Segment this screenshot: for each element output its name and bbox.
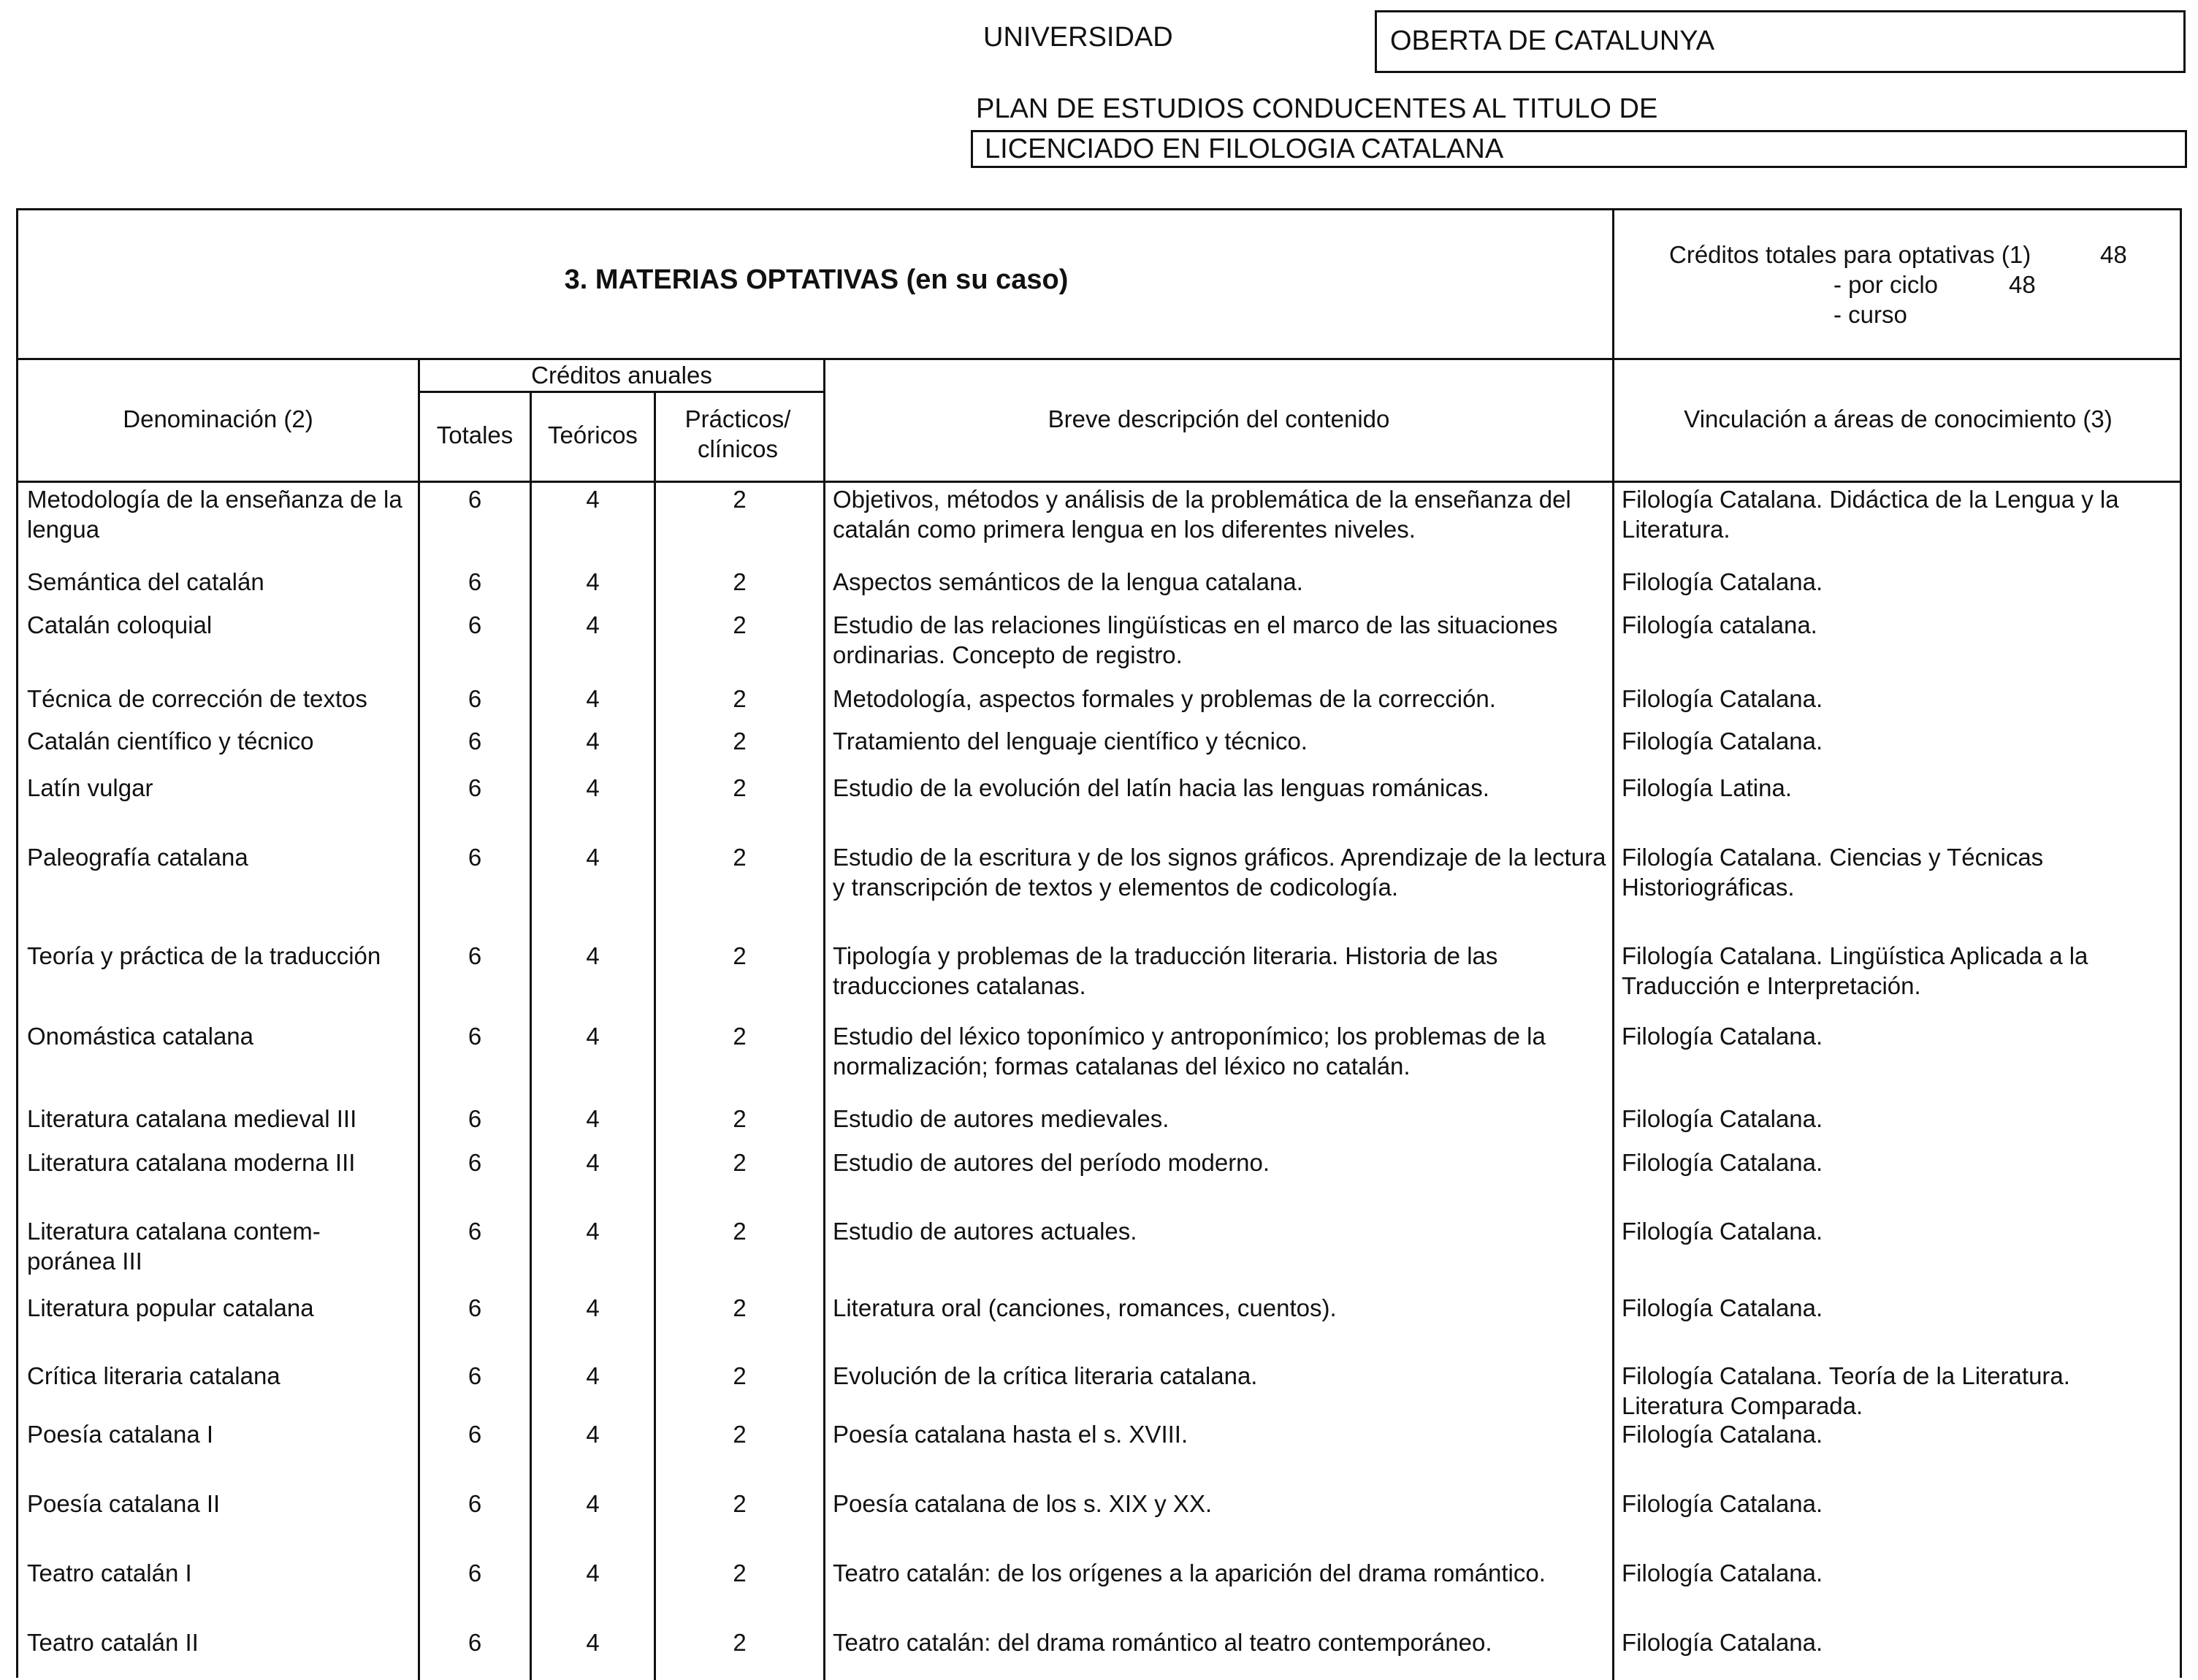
row-area: Filología Catalana. xyxy=(1622,1490,1823,1517)
col-descripcion: Breve descripción del contenido xyxy=(1048,405,1390,432)
row-area: Filología Catalana. xyxy=(1622,1105,1823,1132)
row-practicos: 2 xyxy=(733,1559,747,1587)
row-denominacion: Semántica del catalán xyxy=(27,568,264,595)
row-practicos: 2 xyxy=(733,1218,747,1245)
row-area: Filología Catalana. xyxy=(1622,1294,1823,1321)
row-denominacion: Catalán coloquial xyxy=(27,611,213,638)
row-practicos: 2 xyxy=(733,1490,747,1517)
row-teoricos: 4 xyxy=(586,1490,600,1517)
row-descripcion: Literatura oral (canciones, romances, cuentos). xyxy=(833,1294,1337,1321)
divider xyxy=(18,358,2182,360)
row-area: Filología Catalana. xyxy=(1622,1629,1823,1656)
row-teoricos: 4 xyxy=(586,1149,600,1176)
row-practicos: 2 xyxy=(733,568,747,595)
row-area: Filología Catalana. Teoría de la Literatura. Literatura Comparada. xyxy=(1622,1362,2070,1419)
row-teoricos: 4 xyxy=(586,1362,600,1389)
row-descripcion: Tratamiento del lenguaje científico y técnico. xyxy=(833,728,1308,755)
row-area: Filología Catalana. Didáctica de la Lengua y la Literatura. xyxy=(1622,486,2119,543)
row-totales: 6 xyxy=(468,685,482,712)
row-descripcion: Estudio del léxico toponímico y antroponímico; los problemas de la normalización; formas catalanas del léxico no catalán. xyxy=(833,1023,1546,1080)
row-practicos: 2 xyxy=(733,942,747,969)
row-practicos: 2 xyxy=(733,486,747,513)
row-area: Filología Catalana. Ciencias y Técnicas Historiográficas. xyxy=(1622,844,2044,901)
row-denominacion: Metodología de la enseñanza de la lengua xyxy=(27,486,402,543)
row-area: Filología Latina. xyxy=(1622,774,1792,801)
row-descripcion: Estudio de la escritura y de los signos gráficos. Aprendizaje de la lectura y transcripción de textos y elementos de codicología. xyxy=(833,844,1606,901)
row-descripcion: Teatro catalán: del drama romántico al teatro contemporáneo. xyxy=(833,1629,1492,1656)
row-denominacion: Teatro catalán II xyxy=(27,1629,199,1656)
row-practicos: 2 xyxy=(733,1294,747,1321)
row-denominacion: Teatro catalán I xyxy=(27,1559,192,1587)
row-totales: 6 xyxy=(468,774,482,801)
row-teoricos: 4 xyxy=(586,1218,600,1245)
row-denominacion: Catalán científico y técnico xyxy=(27,728,314,755)
row-totales: 6 xyxy=(468,844,482,871)
row-practicos: 2 xyxy=(733,1629,747,1656)
divider xyxy=(1612,358,1614,1680)
row-practicos: 2 xyxy=(733,1023,747,1050)
row-descripcion: Estudio de autores del período moderno. xyxy=(833,1149,1270,1176)
row-area: Filología Catalana. xyxy=(1622,728,1823,755)
row-area: Filología Catalana. xyxy=(1622,1218,1823,1245)
totals-label: Créditos totales para optativas (1) xyxy=(1669,241,2031,268)
divider xyxy=(18,481,2182,483)
row-totales: 6 xyxy=(468,486,482,513)
row-teoricos: 4 xyxy=(586,1023,600,1050)
row-teoricos: 4 xyxy=(586,1294,600,1321)
row-denominacion: Poesía catalana II xyxy=(27,1490,221,1517)
optional-subjects-table xyxy=(16,208,2182,1678)
credits-totals xyxy=(1614,240,2184,329)
row-teoricos: 4 xyxy=(586,1105,600,1132)
row-totales: 6 xyxy=(468,1629,482,1656)
col-teoricos: Teóricos xyxy=(548,421,638,448)
row-practicos: 2 xyxy=(733,685,747,712)
row-totales: 6 xyxy=(468,1490,482,1517)
row-denominacion: Teoría y práctica de la traducción xyxy=(27,942,381,969)
row-descripcion: Tipología y problemas de la traducción literaria. Historia de las traducciones catalanas. xyxy=(833,942,1498,999)
per-course-label: - curso xyxy=(1833,301,1907,328)
row-practicos: 2 xyxy=(733,774,747,801)
row-area: Filología Catalana. Lingüística Aplicada a la Traducción e Interpretación. xyxy=(1622,942,2088,999)
divider xyxy=(418,358,420,1680)
per-cycle-label: - por ciclo xyxy=(1833,271,1939,298)
row-denominacion: Onomástica catalana xyxy=(27,1023,254,1050)
row-denominacion: Literatura catalana moderna III xyxy=(27,1149,356,1176)
row-teoricos: 4 xyxy=(586,1629,600,1656)
degree-title: LICENCIADO EN FILOLOGIA CATALANA xyxy=(985,134,1504,164)
row-totales: 6 xyxy=(468,1559,482,1587)
row-descripcion: Estudio de autores actuales. xyxy=(833,1218,1137,1245)
row-teoricos: 4 xyxy=(586,942,600,969)
university-name: OBERTA DE CATALUNYA xyxy=(1390,26,1715,56)
row-descripcion: Estudio de las relaciones lingüísticas en el marco de las situaciones ordinarias. Concepto de registro. xyxy=(833,611,1558,668)
row-area: Filología Catalana. xyxy=(1622,1421,1823,1448)
row-denominacion: Literatura catalana medieval III xyxy=(27,1105,357,1132)
row-teoricos: 4 xyxy=(586,611,600,638)
university-label: UNIVERSIDAD xyxy=(983,22,1173,53)
row-totales: 6 xyxy=(468,1362,482,1389)
col-denominacion: Denominación (2) xyxy=(123,405,313,432)
row-practicos: 2 xyxy=(733,611,747,638)
col-vinculacion: Vinculación a áreas de conocimiento (3) xyxy=(1684,405,2113,432)
row-denominacion: Literatura popular catalana xyxy=(27,1294,314,1321)
row-descripcion: Estudio de autores medievales. xyxy=(833,1105,1169,1132)
col-totales: Totales xyxy=(436,421,514,448)
row-practicos: 2 xyxy=(733,1105,747,1132)
row-denominacion: Poesía catalana I xyxy=(27,1421,214,1448)
col-creditos-anuales: Créditos anuales xyxy=(531,362,712,389)
row-denominacion: Literatura catalana contem- poránea III xyxy=(27,1218,321,1275)
row-denominacion: Paleografía catalana xyxy=(27,844,248,871)
row-area: Filología Catalana. xyxy=(1622,568,1823,595)
row-totales: 6 xyxy=(468,568,482,595)
row-totales: 6 xyxy=(468,728,482,755)
row-area: Filología Catalana. xyxy=(1622,1559,1823,1587)
row-descripcion: Objetivos, métodos y análisis de la problemática de la enseñanza del catalán como primera lengua en los diferentes niveles. xyxy=(833,486,1571,543)
row-practicos: 2 xyxy=(733,728,747,755)
row-practicos: 2 xyxy=(733,1149,747,1176)
per-cycle-value: 48 xyxy=(2009,271,2036,298)
row-descripcion: Poesía catalana hasta el s. XVIII. xyxy=(833,1421,1188,1448)
row-practicos: 2 xyxy=(733,1362,747,1389)
row-denominacion: Crítica literaria catalana xyxy=(27,1362,281,1389)
divider xyxy=(420,391,825,393)
row-denominacion: Técnica de corrección de textos xyxy=(27,685,367,712)
row-teoricos: 4 xyxy=(586,774,600,801)
totals-value: 48 xyxy=(2100,241,2127,268)
col-practicos: Prácticos/ clínicos xyxy=(684,405,791,462)
row-totales: 6 xyxy=(468,611,482,638)
row-area: Filología catalana. xyxy=(1622,611,1817,638)
row-teoricos: 4 xyxy=(586,568,600,595)
row-teoricos: 4 xyxy=(586,728,600,755)
row-totales: 6 xyxy=(468,1105,482,1132)
row-totales: 6 xyxy=(468,1294,482,1321)
section-title: 3. MATERIAS OPTATIVAS (en su caso) xyxy=(564,264,1069,295)
row-totales: 6 xyxy=(468,1421,482,1448)
row-totales: 6 xyxy=(468,942,482,969)
row-descripcion: Teatro catalán: de los orígenes a la aparición del drama romántico. xyxy=(833,1559,1546,1587)
row-practicos: 2 xyxy=(733,1421,747,1448)
row-descripcion: Estudio de la evolución del latín hacia las lenguas románicas. xyxy=(833,774,1489,801)
row-teoricos: 4 xyxy=(586,1559,600,1587)
row-descripcion: Metodología, aspectos formales y problemas de la corrección. xyxy=(833,685,1496,712)
degree-title-box xyxy=(971,130,2187,168)
row-practicos: 2 xyxy=(733,844,747,871)
row-descripcion: Aspectos semánticos de la lengua catalana. xyxy=(833,568,1303,595)
university-name-box xyxy=(1375,10,2186,73)
row-descripcion: Poesía catalana de los s. XIX y XX. xyxy=(833,1490,1213,1517)
row-teoricos: 4 xyxy=(586,486,600,513)
row-totales: 6 xyxy=(468,1149,482,1176)
row-descripcion: Evolución de la crítica literaria catalana. xyxy=(833,1362,1258,1389)
row-area: Filología Catalana. xyxy=(1622,1149,1823,1176)
row-totales: 6 xyxy=(468,1218,482,1245)
row-area: Filología Catalana. xyxy=(1622,1023,1823,1050)
plan-label: PLAN DE ESTUDIOS CONDUCENTES AL TITULO DE xyxy=(976,93,1658,124)
row-teoricos: 4 xyxy=(586,844,600,871)
row-area: Filología Catalana. xyxy=(1622,685,1823,712)
row-teoricos: 4 xyxy=(586,685,600,712)
row-denominacion: Latín vulgar xyxy=(27,774,153,801)
row-teoricos: 4 xyxy=(586,1421,600,1448)
divider xyxy=(823,358,825,1680)
row-totales: 6 xyxy=(468,1023,482,1050)
